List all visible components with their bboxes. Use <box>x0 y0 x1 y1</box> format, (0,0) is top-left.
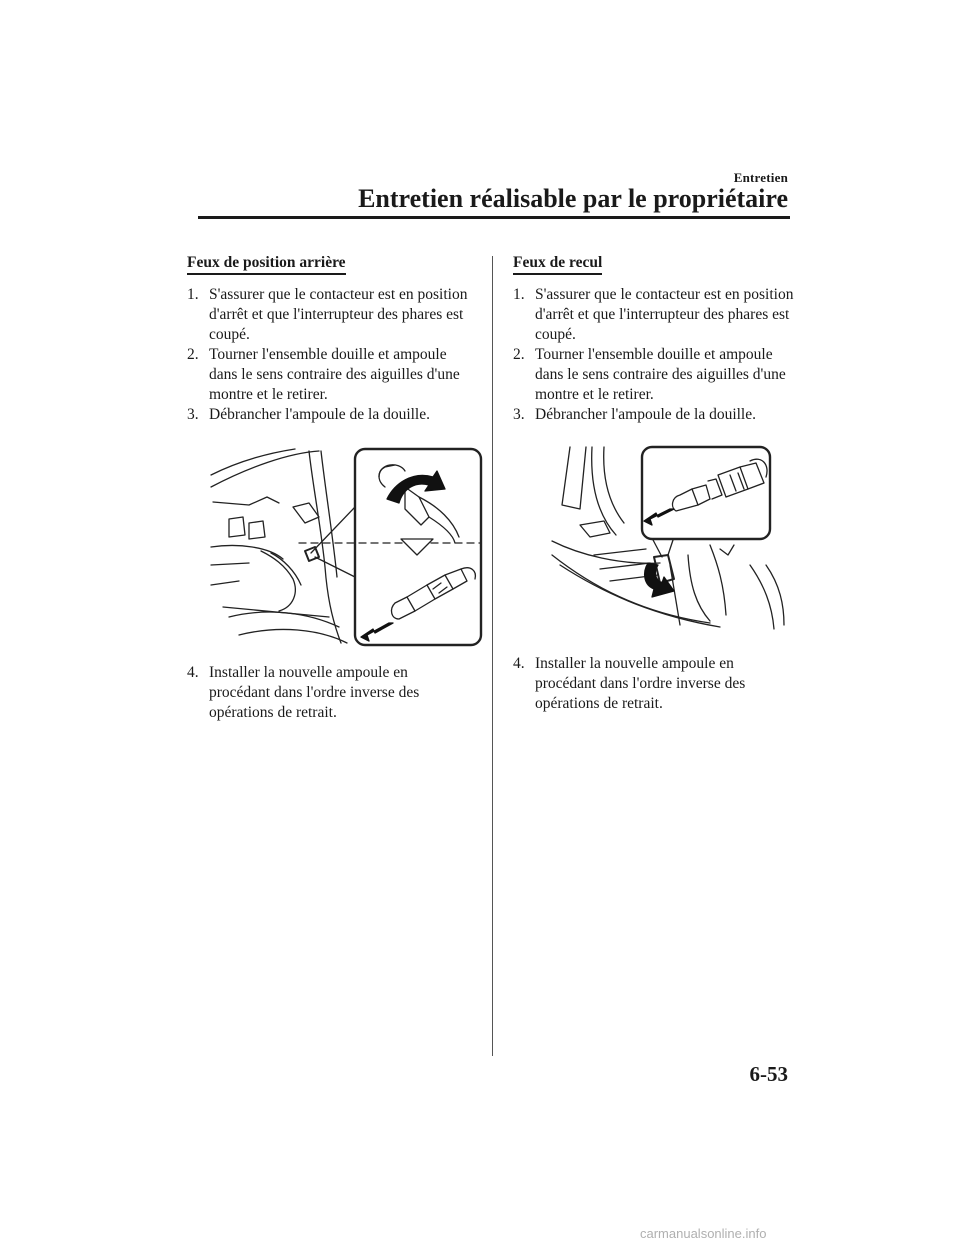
step-text: Débrancher l'ampoule de la douille. <box>535 406 756 423</box>
step-number: 1. <box>187 286 199 303</box>
footer-watermark: carmanualsonline.info <box>640 1226 767 1241</box>
step-number: 2. <box>513 346 525 363</box>
step-item <box>513 654 798 714</box>
header-rule <box>198 216 790 219</box>
step-list-final <box>187 663 472 723</box>
step-number: 3. <box>187 406 199 423</box>
step-number: 1. <box>513 286 525 303</box>
step-item <box>513 345 798 405</box>
step-text: Tourner l'ensemble douille et ampoule dans le sens contraire des aiguilles d'une montre et le retirer. <box>209 346 460 403</box>
reverse-bulb-illustration <box>550 445 785 630</box>
step-text: Installer la nouvelle ampoule en procédant dans l'ordre inverse des opérations de retrait. <box>209 664 420 721</box>
step-list <box>187 285 472 425</box>
step-number: 3. <box>513 406 525 423</box>
section-title: Feux de position arrière <box>187 254 346 275</box>
step-text: S'assurer que le contacteur est en position d'arrêt et que l'interrupteur des phares est coupé. <box>535 286 794 343</box>
step-item <box>187 663 472 723</box>
step-item <box>187 285 472 345</box>
step-text: Débrancher l'ampoule de la douille. <box>209 406 430 423</box>
column-divider <box>492 256 493 1056</box>
chapter-label: Entretien <box>733 170 788 185</box>
step-item <box>513 405 798 425</box>
step-text: S'assurer que le contacteur est en position d'arrêt et que l'interrupteur des phares est coupé. <box>209 286 468 343</box>
step-text: Installer la nouvelle ampoule en procédant dans l'ordre inverse des opérations de retrait. <box>535 655 746 712</box>
step-item <box>187 345 472 405</box>
step-number: 4. <box>513 655 525 672</box>
page-number: 6-53 <box>749 1062 788 1086</box>
page-title: Entretien réalisable par le propriétaire <box>358 184 788 213</box>
step-item <box>513 285 798 345</box>
step-number: 2. <box>187 346 199 363</box>
section-rear-position-lights <box>187 254 472 723</box>
step-text: Tourner l'ensemble douille et ampoule dans le sens contraire des aiguilles d'une montre et le retirer. <box>535 346 786 403</box>
rear-position-bulb-illustration <box>209 447 484 651</box>
section-title: Feux de recul <box>513 254 602 275</box>
step-list <box>513 285 798 425</box>
step-list-final <box>513 654 798 714</box>
step-item <box>187 405 472 425</box>
section-reverse-lights <box>513 254 798 714</box>
step-number: 4. <box>187 664 199 681</box>
